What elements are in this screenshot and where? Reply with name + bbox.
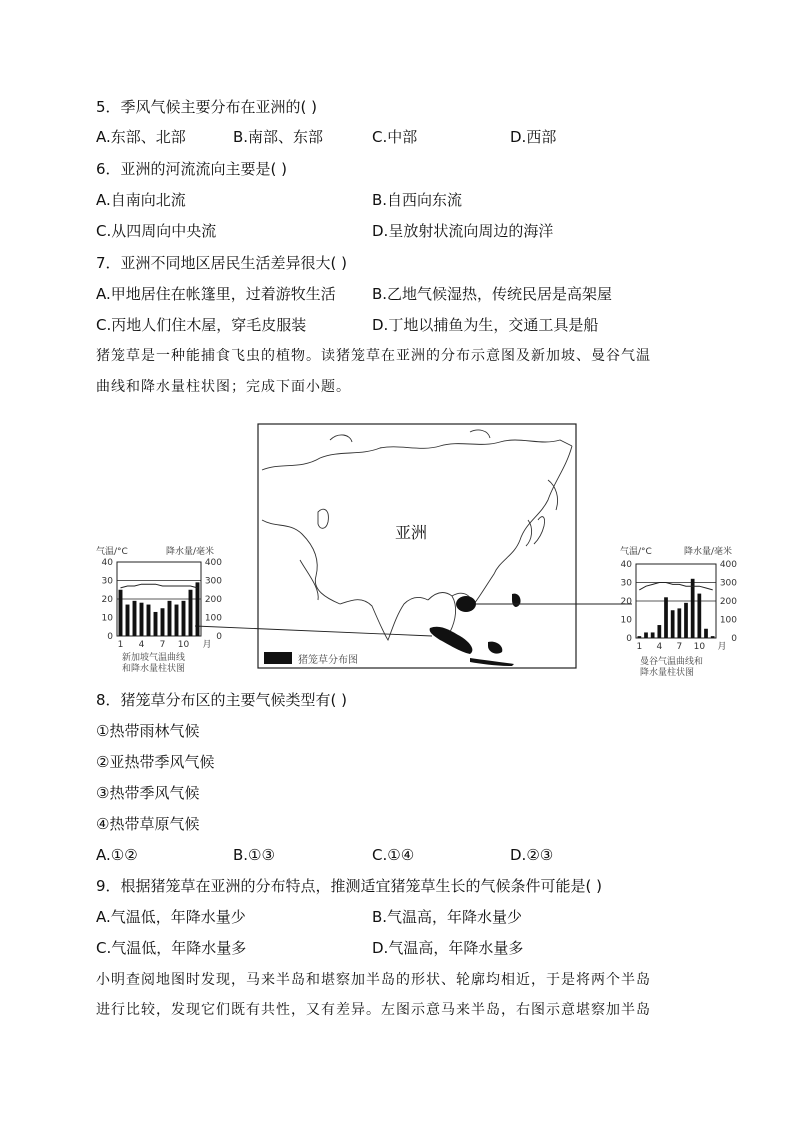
q6-option-a: A.自南向北流 [96, 191, 186, 209]
bangkok-precip-bar [691, 579, 695, 638]
q5-option-d: D.西部 [510, 128, 557, 146]
q9-option-d: D.气温高，年降水量多 [372, 939, 524, 957]
singapore-month-label: 7 [159, 640, 166, 650]
q8-item-2: ②亚热带季风气候 [96, 753, 215, 771]
q8-item-4: ④热带草原气候 [96, 815, 200, 833]
singapore-temp-tick: 30 [101, 576, 113, 587]
q6-option-c: C.从四周向中央流 [96, 222, 217, 240]
singapore-temp-axis-label: 气温/°C [96, 547, 128, 557]
bangkok-precip-tick: 300 [719, 578, 737, 589]
singapore-precip-bar [126, 605, 130, 636]
legend-label: 猪笼草分布图 [298, 655, 358, 666]
asia-map-frame [258, 424, 576, 668]
bangkok-precip-axis-label: 降水量/毫米 [684, 547, 733, 557]
singapore-chart [96, 545, 222, 674]
bangkok-month-label: 10 [693, 642, 706, 652]
singapore-temp-tick: 0 [107, 632, 113, 642]
q5-option-b: B.南部、东部 [233, 128, 324, 146]
bangkok-month-label: 7 [676, 642, 683, 652]
bangkok-month-label: 1 [636, 642, 643, 652]
bangkok-precip-bar [644, 632, 648, 638]
singapore-temp-line [121, 584, 198, 588]
q6-option-d: D.呈放射状流向周边的海洋 [372, 222, 554, 240]
singapore-month-label: 4 [138, 640, 145, 650]
bangkok-precip-tick: 400 [719, 560, 737, 570]
q8-stem: 8．猪笼草分布区的主要气候类型有( ) [96, 691, 348, 709]
singapore-temp-tick: 10 [101, 613, 113, 624]
bangkok-precip-bar [657, 625, 661, 638]
q9-option-c: C.气温低，年降水量多 [96, 939, 247, 957]
bangkok-temp-axis-label: 气温/°C [620, 547, 652, 557]
intro2-line2: 进行比较，发现它们既有共性，又有差异。左图示意马来半岛，右图示意堪察加半岛 [96, 1002, 651, 1018]
bangkok-precip-bar [637, 636, 641, 638]
q7-option-a: A.甲地居住在帐篷里，过着游牧生活 [96, 285, 336, 303]
singapore-caption-2: 和降水量柱状图 [122, 664, 186, 674]
singapore-caption-1: 新加坡气温曲线 [122, 653, 186, 663]
bangkok-precip-bar [677, 608, 681, 638]
q8-option-b: B.①③ [233, 846, 275, 864]
singapore-month-label: 10 [177, 640, 190, 650]
singapore-precip-bar [168, 601, 172, 636]
bangkok-temp-tick: 20 [620, 597, 632, 607]
singapore-precip-bar [140, 603, 144, 636]
singapore-precip-tick: 400 [204, 558, 222, 568]
bangkok-chart [620, 545, 737, 678]
bangkok-precip-bar [651, 632, 655, 638]
singapore-precip-tick: 100 [204, 613, 222, 624]
bangkok-precip-bar [684, 603, 688, 638]
intro1-line2: 曲线和降水量柱状图；完成下面小题。 [96, 379, 351, 395]
bangkok-caption-2: 降水量柱状图 [640, 668, 695, 678]
q7-stem: 7．亚洲不同地区居民生活差异很大( ) [96, 254, 348, 272]
q7-option-d: D.丁地以捕鱼为生，交通工具是船 [372, 316, 599, 334]
bangkok-precip-bar [671, 610, 675, 638]
singapore-precip-bar [189, 590, 193, 636]
bangkok-precip-tick: 200 [719, 597, 737, 607]
singapore-precip-bar [182, 601, 186, 636]
singapore-precip-bar [175, 605, 179, 636]
q6-option-b: B.自西向东流 [372, 191, 463, 209]
bangkok-month-label: 月 [717, 642, 727, 652]
q8-option-a: A.①② [96, 846, 138, 864]
q8-item-1: ①热带雨林气候 [96, 722, 200, 740]
q9-option-a: A.气温低，年降水量少 [96, 908, 246, 926]
singapore-temp-tick: 40 [101, 558, 113, 568]
q5-stem: 5．季风气候主要分布在亚洲的( ) [96, 98, 318, 116]
q6-stem: 6．亚洲的河流流向主要是( ) [96, 160, 288, 178]
bangkok-precip-bar [664, 597, 668, 638]
bangkok-temp-tick: 0 [626, 634, 632, 644]
singapore-precip-bar [196, 582, 200, 636]
q7-option-c: C.丙地人们住木屋，穿毛皮服装 [96, 316, 307, 334]
singapore-temp-tick: 20 [101, 595, 113, 605]
q8-option-d: D.②③ [510, 846, 554, 864]
bangkok-precip-tick: 0 [731, 634, 737, 644]
bangkok-precip-bar [704, 629, 708, 638]
singapore-month-label: 月 [202, 640, 212, 650]
singapore-precip-axis-label: 降水量/毫米 [166, 547, 215, 557]
q5-option-c: C.中部 [372, 128, 418, 146]
q9-stem: 9．根据猪笼草在亚洲的分布特点，推测适宜猪笼草生长的气候条件可能是( ) [96, 877, 603, 895]
singapore-precip-bar [133, 601, 137, 636]
bangkok-temp-tick: 40 [620, 560, 632, 570]
q7-option-b: B.乙地气候湿热，传统民居是高架屋 [372, 285, 613, 303]
bangkok-caption-1: 曼谷气温曲线和 [640, 657, 704, 667]
bangkok-precip-tick: 100 [719, 615, 737, 626]
intro1-line1: 猪笼草是一种能捕食飞虫的植物。读猪笼草在亚洲的分布示意图及新加坡、曼谷气温 [96, 348, 651, 364]
bangkok-month-label: 4 [656, 642, 663, 652]
singapore-precip-tick: 200 [204, 595, 222, 605]
intro2-line1: 小明查阅地图时发现，马来半岛和堪察加半岛的形状、轮廓均相近，于是将两个半岛 [96, 972, 651, 988]
q8-item-3: ③热带季风气候 [96, 784, 200, 802]
singapore-month-label: 1 [117, 640, 124, 650]
legend-swatch [264, 652, 292, 664]
map-label-asia: 亚洲 [395, 523, 428, 542]
singapore-precip-bar [154, 612, 158, 636]
bangkok-precip-bar [697, 594, 701, 638]
bangkok-temp-tick: 10 [620, 615, 632, 626]
q8-option-c: C.①④ [372, 846, 415, 864]
singapore-precip-bar [119, 590, 123, 636]
singapore-precip-tick: 0 [216, 632, 222, 642]
q5-option-a: A.东部、北部 [96, 128, 186, 146]
singapore-precip-bar [161, 608, 165, 636]
bangkok-temp-tick: 30 [620, 578, 632, 589]
bangkok-precip-bar [711, 636, 715, 638]
bangkok-temp-line [639, 583, 712, 590]
q9-option-b: B.气温高，年降水量少 [372, 908, 523, 926]
singapore-precip-tick: 300 [204, 576, 222, 587]
singapore-precip-bar [147, 605, 151, 636]
